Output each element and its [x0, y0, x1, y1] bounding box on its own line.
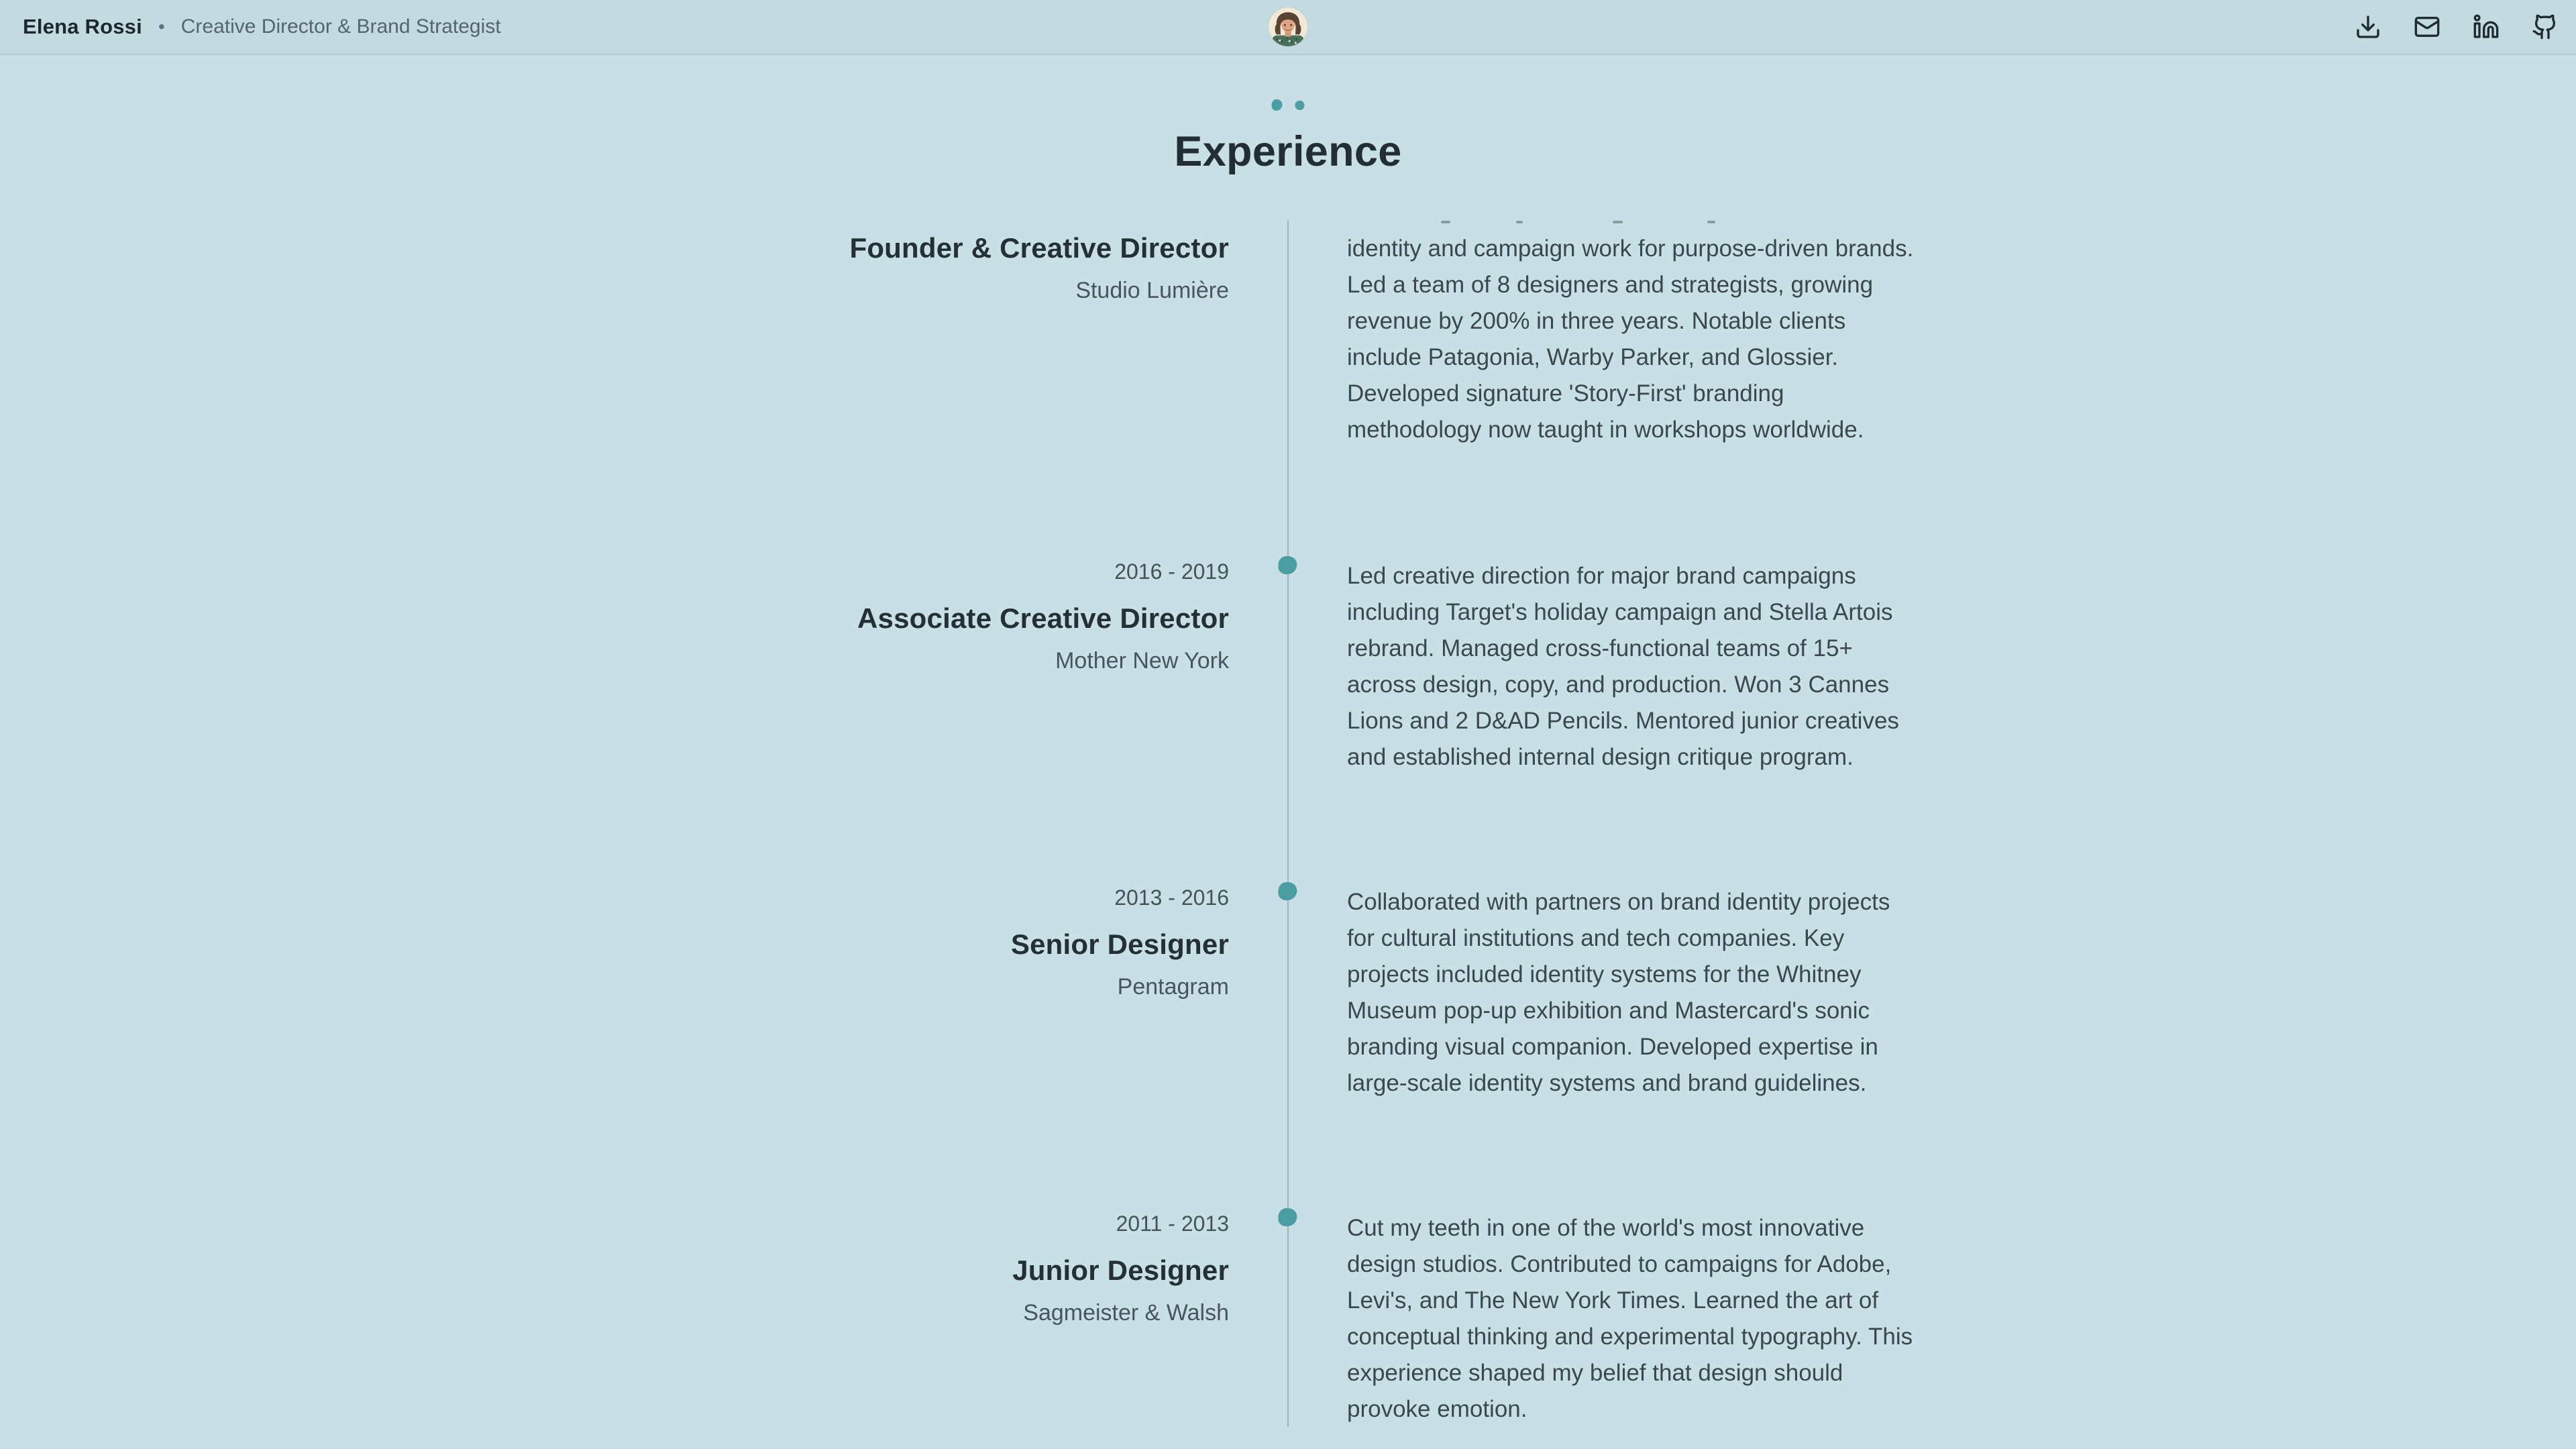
linkedin-button[interactable]: [2473, 13, 2500, 40]
entry-title: Associate Creative Director: [857, 602, 1229, 634]
entry-description: Led creative direction for major brand campaigns including Target's holiday campaign and Stella Artois rebrand. Managed cross-functional teams of 15+ across design, copy, and production. Won 3 Cannes Lions and 2 D&AD Pencils. Mentored junior creatives and established internal design critique program.: [1347, 563, 1899, 770]
entry-description: Cut my teeth in one of the world's most innovative design studios. Contributed to campaigns for Adobe, Levi's, and The New York Times. Learned the art of conceptual thinking and experimental typography. This experience shaped my belief that design should provoke emotion.: [1347, 1215, 1913, 1422]
entry-meta: [592, 884, 1229, 1001]
entry-company: Studio Lumière: [1075, 278, 1229, 303]
entry-period: 2011 - 2013: [1116, 1212, 1229, 1236]
entry-title: Junior Designer: [1012, 1254, 1229, 1286]
entry-period: 2013 - 2016: [1114, 885, 1229, 910]
timeline-line: [1287, 220, 1289, 1427]
avatar[interactable]: [1269, 7, 1307, 46]
person-role: Creative Director & Brand Strategist: [180, 15, 501, 38]
entry-meta: [592, 558, 1229, 675]
linkedin-icon: [2473, 13, 2500, 40]
entry-description: identity and campaign work for purpose-driven brands. Led a team of 8 designers and strategists, growing revenue by 200% in three years. Notable clients include Patagonia, Warby Parker, and Glossier. Developed signature 'Story-First' branding methodology now taught in workshops worldwide.: [1347, 235, 1914, 443]
timeline-dot: [1278, 556, 1297, 574]
timeline-dot: [1278, 882, 1297, 900]
entry-title: Senior Designer: [1010, 928, 1229, 960]
entry-company: Sagmeister & Walsh: [1023, 1300, 1229, 1326]
entry-title: Founder & Creative Director: [849, 232, 1229, 264]
download-icon: [2355, 13, 2381, 40]
entry-body: [1347, 558, 1921, 775]
header-actions: [2355, 0, 2559, 54]
email-button[interactable]: [2414, 13, 2440, 40]
separator-dot: •: [158, 16, 165, 37]
entry-body: [1347, 884, 1921, 1102]
avatar-illustration: [1269, 7, 1307, 46]
entry-meta: [592, 1210, 1229, 1327]
person-name: Elena Rossi: [23, 15, 142, 38]
accent-dot: [1295, 101, 1305, 110]
entry-company: Mother New York: [1055, 648, 1229, 674]
entry-company: Pentagram: [1117, 974, 1229, 1000]
entry-body: [1347, 1210, 1921, 1428]
mail-icon: [2414, 13, 2440, 40]
entry-period: 2016 - 2019: [1114, 559, 1229, 584]
page-title: Experience: [1174, 128, 1402, 175]
entry-body: [1347, 231, 1921, 448]
heading-accent-dots: [1272, 99, 1305, 111]
github-button[interactable]: [2532, 13, 2559, 40]
github-icon: [2532, 13, 2559, 40]
entry-description: Collaborated with partners on brand identity projects for cultural institutions and tech companies. Key projects included identity systems for the Whitney Museum pop-up exhibition and Mastercard's sonic branding visual companion. Developed expertise in large-scale identity systems and brand guidelines.: [1347, 889, 1890, 1096]
top-bar: [0, 0, 2576, 55]
download-button[interactable]: [2355, 13, 2381, 40]
entry-meta: [592, 231, 1229, 305]
timeline-dot: [1278, 1208, 1297, 1226]
accent-dot: [1272, 99, 1283, 111]
clipped-text-remnant: [1347, 219, 1921, 224]
site-identity: [23, 0, 501, 54]
